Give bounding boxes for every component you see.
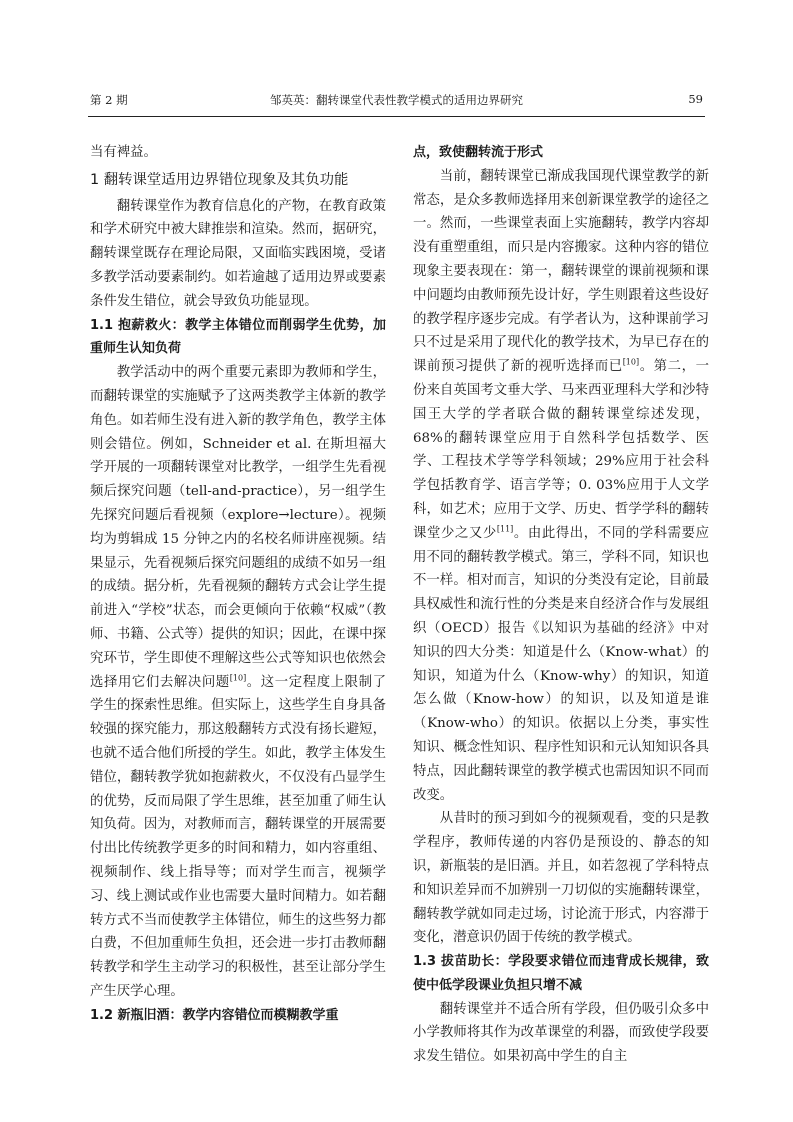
running-title: 邹英英：翻转课堂代表性教学模式的适用边界研究 (270, 93, 523, 107)
paragraph-3-text-b: 。第二，一份来自英国考文垂大学、马来西亚理科大学和沙特国王大学的学者联合做的翻转课堂综述发现，68%的翻转课堂应用于自然科学包括数学、医学、工程技术学等学科领域；29%应用于社会科学包括教育学、语言学等；0. 03%应用于人文学科，如艺术；应用于文学、历史、哲学学科的翻转课堂少之又少 (413, 359, 710, 541)
paragraph-4: 从昔时的预习到如今的视频观看，变的只是教学程序，教师传递的内容仍是预设的、静态的知识，新瓶装的是旧酒。并且，如若忽视了学科特点和知识差异而不加辨别一刀切似的实施翻转课堂，翻转教学就如同走过场，讨论流于形式，内容滞于变化，潜意识仍固于传统的教学模式。 (413, 811, 709, 946)
issue-number: 第 2 期 (90, 93, 128, 107)
paragraph-1: 翻转课堂作为教育信息化的产物，在教育政策和学术研究中被大肆推崇和渲染。然而，据研究，翻转课堂既存在理论局限，又面临实践困境，受诸多教学活动要素制约。如若逾越了适用边界或要素条件发生错位，就会导致负功能显现。 (90, 198, 386, 309)
right-column (413, 141, 709, 1069)
section-1-3-heading: 1.3 拔苗助长：学段要求错位而违背成长规律，致使中低学段课业负担只增不减 (413, 954, 709, 993)
paragraph-3 (413, 165, 709, 808)
citation-10-b: [10] (622, 357, 640, 367)
header-rule (88, 116, 705, 117)
section-1-2-heading: 1.2 新瓶旧酒：教学内容错位而模糊教学重 (90, 1007, 339, 1023)
section-1-2-heading-continued: 点，致使翻转流于形式 (413, 145, 544, 160)
opening-fragment: 当有裨益。 (90, 145, 157, 160)
section-1-heading: 1 翻转课堂适用边界错位现象及其负功能 (90, 171, 349, 188)
page-number: 59 (688, 92, 703, 106)
running-header (90, 92, 703, 110)
section-1-1-heading: 1.1 抱薪救火：教学主体错位而削弱学生优势，加重师生认知负荷 (90, 317, 386, 357)
paragraph-2-text-a: 教学活动中的两个重要元素即为教师和学生，而翻转课堂的实施赋予了这两类教学主体新的教学角色。如若师生没有进入新的教学角色，教学主体则会错位。例如，Schneider et al. 在斯坦福大学开展的一项翻转课堂对比教学，一组学生先看视频后探究问题（tell-and-practice），另一组学生先探究问题后看视频（explore→lecture）。视频均为剪辑成 15 分钟之内的名校名师讲座视频。结果显示，先看视频后探究问题组的成绩不如另一组的成绩。据分析，先看视频的翻转方式会让学生提前进入“学校”状态，而会更倾向于依赖“权威”（教师、书籍、公式等）提供的知识；因此，在课中探究环节，学生即使不理解这些公式等知识也依然会选择用它们去解决问题 (90, 365, 386, 690)
citation-10: [10] (229, 673, 247, 683)
paragraph-2 (90, 361, 386, 1004)
paragraph-3-text-a: 当前，翻转课堂已渐成我国现代课堂教学的新常态，是众多教师选择用来创新课堂教学的途径之一。然而，一些课堂表面上实施翻转，教学内容却没有重塑重组，而只是内容搬家。这种内容的错位现象主要表现在：第一，翻转课堂的课前视频和课中问题均由教师预先设计好，学生则跟着这些设好的教学程序逐步完成。有学者认为，这种课前学习只不过是采用了现代化的教学技术，为早已存在的课前预习提供了新的视听选择而已 (413, 168, 709, 375)
paragraph-3-text-c: 。由此得出，不同的学科需要应用不同的翻转教学模式。第三，学科不同，知识也不一样。相对而言，知识的分类没有定论，目前最具权威性和流行性的分类是来自经济合作与发展组织（OECD）报告《以知识为基础的经济》中对知识的四大分类：知道是什么（Know-what）的知识，知道为什么（Know-why）的知识，知道怎么做（Know-how）的知识，以及知道是谁（Know-who）的知识。依据以上分类，事实性知识、概念性知识、程序性知识和元认知知识各具特点，因此翻转课堂的教学模式也需因知识不同而改变。 (413, 525, 710, 803)
paragraph-5: 翻转课堂并不适合所有学段，但仍吸引众多中小学教师将其作为改革课堂的利器，而致使学段要求发生错位。如果初高中学生的自主 (413, 1001, 709, 1065)
citation-11: [11] (496, 524, 514, 534)
left-column (90, 141, 386, 1027)
paragraph-2-text-b: 。这一定程度上限制了学生的探索性思维。但实际上，这些学生自身具备较强的探究能力，那这般翻转方式没有扬长避短，也就不适合他们所授的学生。如此，教学主体发生错位，翻转教学犹如抱薪救火，不仅没有凸显学生的优势，反而局限了学生思维，甚至加重了师生认知负荷。因为，对教师而言，翻转课堂的开展需要付出比传统教学更多的时间和精力，如内容重组、视频制作、线上指导等；而对学生而言，视频学习、线上测试或作业也需要大量时间精力。如若翻转方式不当而使教学主体错位，师生的这些努力都白费，不但加重师生负担，还会进一步打击教师翻转教学和学生主动学习的积极性，甚至让部分学生产生厌学心理。 (90, 674, 387, 999)
